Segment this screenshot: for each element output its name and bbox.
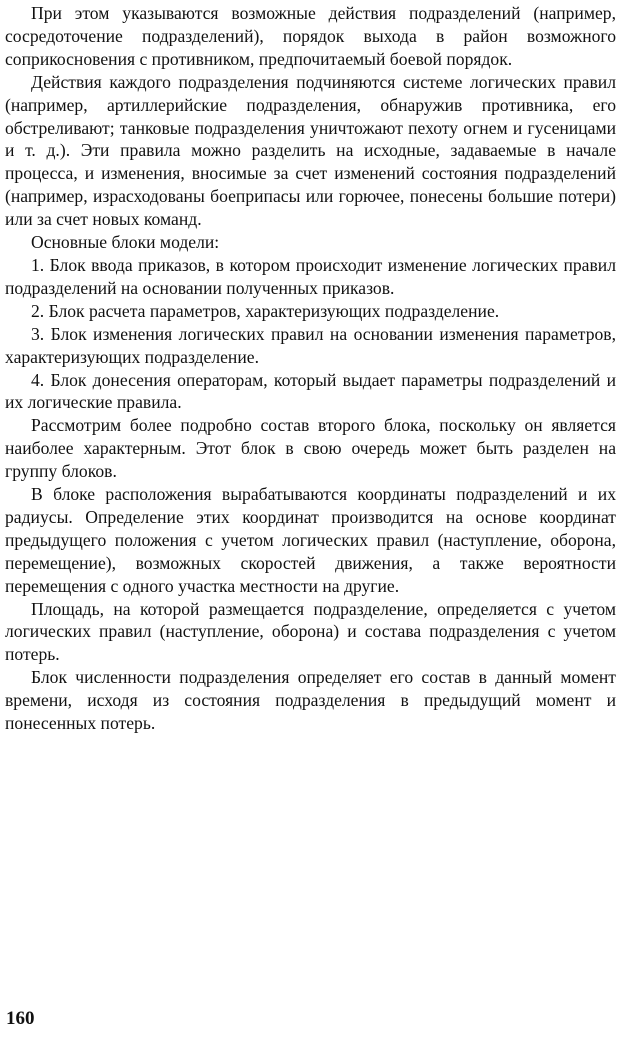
paragraph-9: В блоке расположения вырабатываются координаты подразделений и их радиусы. Определение этих координат производится на основе координат предыдущего положения с учетом логических правил (наступление, оборона, перемещение), возможных скоростей движения, а также вероятности перемещения с одного участка местности на другие.	[5, 484, 616, 596]
paragraph-4: 1. Блок ввода приказов, в котором происходит изменение логических правил подразделений на основании полученных приказов.	[5, 254, 616, 298]
paragraph-11: Блок численности подразделения определяет его состав в данный момент времени, исходя из состояния подразделения в предыдущий момент и понесенных потерь.	[5, 667, 616, 734]
paragraph-7: 4. Блок донесения операторам, который выдает параметры подразделений и их логические правила.	[5, 369, 616, 413]
paragraph-3: Основные блоки модели:	[31, 232, 220, 253]
paragraph-10: Площадь, на которой размещается подразделение, определяется с учетом логических правил (наступление, оборона) и состава подразделения с учетом потерь.	[5, 598, 616, 665]
paragraph-2: Действия каждого подразделения подчиняются системе логических правил (например, артиллерийские подразделения, обнаружив противника, его обстреливают; танковые подразделения уничтожают пехоту огнем и гусеницами и т. д.). Эти правила можно разделить на исходные, задаваемые в начале процесса, и изменения, вносимые за счет изменений состояния подразделений (например, израсходованы боеприпасы или горючее, понесены большие потери) или за счет новых команд.	[5, 71, 616, 230]
page-number: 160	[6, 1008, 35, 1029]
paragraph-5: 2. Блок расчета параметров, характеризующих подразделение.	[31, 300, 500, 321]
paragraph-6: 3. Блок изменения логических правил на основании изменения параметров, характеризующих подразделение.	[5, 323, 616, 367]
paragraph-8: Рассмотрим более подробно состав второго блока, поскольку он является наиболее характерным. Этот блок в свою очередь может быть разделен на группу блоков.	[5, 415, 616, 482]
paragraph-1: При этом указываются возможные действия подразделений (например, сосредоточение подразделений), порядок выхода в район возможного соприкосновения с противником, предпочитаемый боевой порядок.	[5, 3, 616, 69]
